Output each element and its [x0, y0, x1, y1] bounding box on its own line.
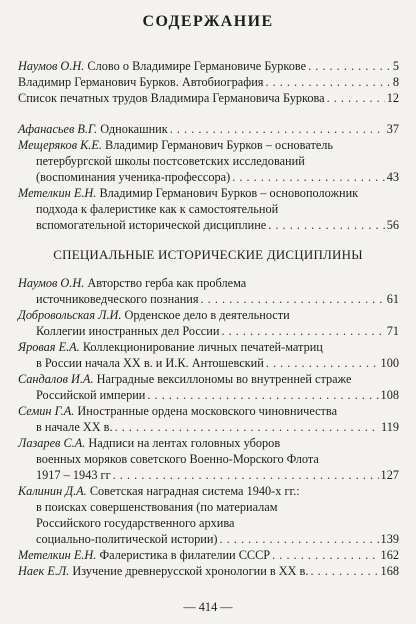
- entry-page-number: 168: [380, 564, 399, 578]
- toc-entry-first-line: [18, 137, 399, 153]
- entry-title-text: Владимир Германович Бурков. Автобиография: [18, 75, 264, 89]
- toc-entry-first-line: [18, 435, 399, 451]
- entry-page-number: 5: [392, 59, 399, 73]
- entry-author: Наумов О.Н.: [18, 59, 85, 73]
- toc-entry-first-line: [18, 90, 399, 106]
- entry-author: Добровольская Л.И.: [18, 308, 122, 322]
- entry-title-text: Однокашник: [100, 122, 168, 136]
- entry-author: Семин Г.А.: [18, 404, 75, 418]
- dot-leader: [265, 74, 390, 90]
- entry-title-text: в России начала XX в. и И.К. Антошевский: [36, 356, 264, 370]
- toc-entry: [18, 58, 399, 74]
- toc-entry-continuation: [18, 515, 399, 531]
- toc-entry-first-line: [18, 339, 399, 355]
- entry-title-text: Авторство герба как проблема: [87, 276, 247, 290]
- entry-page-number: 71: [386, 324, 399, 338]
- toc-entry: [18, 90, 399, 106]
- dot-leader: [201, 291, 385, 307]
- entry-title-text: источниковедческого познания: [36, 292, 199, 306]
- dot-leader: [272, 547, 378, 563]
- section-title: СПЕЦИАЛЬНЫЕ ИСТОРИЧЕСКИЕ ДИСЦИПЛИНЫ: [53, 247, 363, 262]
- toc-entry: [18, 563, 399, 579]
- entry-author: Калинин Д.А.: [18, 484, 87, 498]
- entry-title-text: социально-политической истории): [36, 532, 218, 546]
- toc-entry-first-line: [18, 483, 399, 499]
- toc-entry-continuation: [18, 499, 399, 515]
- toc-entry-continuation: [18, 355, 399, 371]
- entry-title-text: Список печатных трудов Владимира Германовича Буркова: [18, 91, 325, 105]
- entry-author: Сандалов И.А.: [18, 372, 94, 386]
- toc-entry: [18, 275, 399, 307]
- toc-entry-continuation: [18, 531, 399, 547]
- toc-entry-continuation: [18, 291, 399, 307]
- toc-entry-first-line: [18, 547, 399, 563]
- toc-entry: [18, 547, 399, 563]
- toc-entry: [18, 339, 399, 371]
- dot-leader: [308, 58, 391, 74]
- entry-title-text: вспомогательной исторической дисциплине: [36, 218, 267, 232]
- dot-leader: [310, 563, 378, 579]
- entry-page-number: 56: [386, 218, 399, 232]
- entry-page-number: 162: [380, 548, 399, 562]
- entry-title-text: Иностранные ордена московского чиновничества: [77, 404, 338, 418]
- entry-title-text: петербургской школы постсоветских исследований: [36, 154, 305, 168]
- entry-title-text: Орденское дело в деятельности: [124, 308, 290, 322]
- toc-entry: [18, 307, 399, 339]
- toc-entry-continuation: [18, 169, 399, 185]
- dot-leader: [113, 467, 379, 483]
- entry-author: Яровая Е.А.: [18, 340, 80, 354]
- toc-entry-first-line: [18, 563, 399, 579]
- toc-entry-first-line: [18, 307, 399, 323]
- entry-title-text: в начале XX в.: [36, 420, 113, 434]
- toc-group-3: [18, 275, 399, 579]
- toc-entry: [18, 483, 399, 547]
- entry-page-number: 8: [392, 75, 399, 89]
- entry-title-text: в поисках совершенствования (по материалам: [36, 500, 278, 514]
- dot-leader: [268, 217, 384, 233]
- entry-title-text: Наградные вексиллономы во внутренней страже: [96, 372, 352, 386]
- entry-author: Наек Е.Л.: [18, 564, 70, 578]
- toc-entry-continuation: [18, 419, 399, 435]
- entry-page-number: 61: [386, 292, 399, 306]
- toc-entry-continuation: [18, 217, 399, 233]
- entry-title-text: Российского государственного архива: [36, 516, 235, 530]
- entry-author: Лазарев С.А.: [18, 436, 86, 450]
- dot-leader: [115, 419, 379, 435]
- entry-page-number: 37: [386, 122, 399, 136]
- entry-title-text: Владимир Германович Бурков – основоположник: [99, 186, 359, 200]
- toc-group-2: [18, 121, 399, 233]
- toc-entry-continuation: [18, 323, 399, 339]
- dot-leader: [327, 90, 385, 106]
- toc-entry-continuation: [18, 201, 399, 217]
- toc-entry-first-line: [18, 58, 399, 74]
- entry-title-text: Слово о Владимире Германовиче Буркове: [87, 59, 307, 73]
- entry-title-text: 1917 – 1943 гг: [36, 468, 111, 482]
- toc-entry-continuation: [18, 451, 399, 467]
- toc-entry-first-line: [18, 74, 399, 90]
- toc-entry: [18, 121, 399, 137]
- entry-title-text: Фалеристика в филателии СССР: [99, 548, 271, 562]
- dot-leader: [266, 355, 379, 371]
- entry-title-text: Владимир Германович Бурков – основатель: [105, 138, 334, 152]
- entry-title-text: Советская наградная система 1940-х гг.:: [89, 484, 300, 498]
- toc-entry-continuation: [18, 153, 399, 169]
- toc-entry-first-line: [18, 185, 399, 201]
- dot-leader: [232, 169, 385, 185]
- toc-group-1: [18, 58, 399, 106]
- toc-entry: [18, 403, 399, 435]
- entry-title-text: Надписи на лентах головных уборов: [88, 436, 281, 450]
- entry-page-number: 12: [386, 91, 399, 105]
- toc-entry-continuation: [18, 467, 399, 483]
- entry-author: Наумов О.Н.: [18, 276, 85, 290]
- entry-title-text: военных моряков советского Военно-Морского Флота: [36, 452, 319, 466]
- entry-author: Метелкин Е.Н.: [18, 548, 97, 562]
- entry-page-number: 127: [380, 468, 399, 482]
- entry-author: Афанасьев В.Г.: [18, 122, 98, 136]
- page-title: СОДЕРЖАНИЕ: [142, 13, 274, 30]
- entry-author: Метелкин Е.Н.: [18, 186, 97, 200]
- entry-page-number: 108: [380, 388, 399, 402]
- entry-title-text: (воспоминания ученика-профессора): [36, 170, 231, 184]
- dot-leader: [221, 323, 384, 339]
- entry-title-text: Изучение древнерусской хронологии в XX в.: [72, 564, 309, 578]
- entry-title-text: Коллекционирование личных печатей-матриц: [82, 340, 323, 354]
- toc-entry-first-line: [18, 275, 399, 291]
- page-number-footer: — 414 —: [183, 600, 233, 614]
- toc-entry-continuation: [18, 387, 399, 403]
- entry-title-text: Коллегии иностранных дел России: [36, 324, 220, 338]
- toc-entry-first-line: [18, 121, 399, 137]
- toc-entry-first-line: [18, 403, 399, 419]
- entry-title-text: Российской империи: [36, 388, 146, 402]
- entry-page-number: 100: [380, 356, 399, 370]
- entry-page-number: 43: [386, 170, 399, 184]
- dot-leader: [220, 531, 379, 547]
- dot-leader: [170, 121, 385, 137]
- toc-entry-first-line: [18, 371, 399, 387]
- dot-leader: [147, 387, 378, 403]
- toc-entry: [18, 435, 399, 483]
- toc-entry: [18, 74, 399, 90]
- entry-author: Мещеряков К.Е.: [18, 138, 102, 152]
- entry-title-text: подхода к фалеристике как к самостоятельной: [36, 202, 279, 216]
- entry-page-number: 119: [381, 420, 399, 434]
- entry-page-number: 139: [380, 532, 399, 546]
- toc-entry: [18, 137, 399, 185]
- toc-entry: [18, 371, 399, 403]
- toc-entry: [18, 185, 399, 233]
